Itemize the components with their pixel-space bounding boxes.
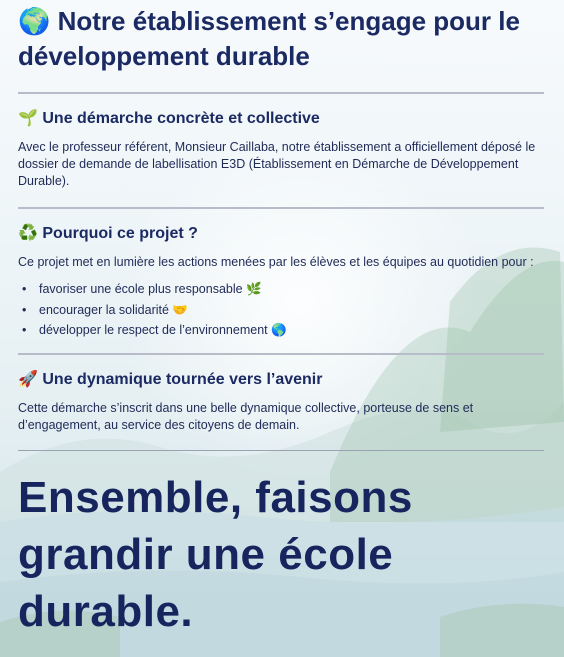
section-heading-text: Une dynamique tournée vers l’avenir xyxy=(42,370,323,388)
recycle-icon: ♻️ xyxy=(18,223,38,242)
page-title xyxy=(18,2,544,73)
divider xyxy=(18,353,544,355)
rocket-icon: 🚀 xyxy=(18,368,38,388)
list-item: • favoriser une école plus responsable 🌿 xyxy=(22,282,262,296)
closing-slogan xyxy=(18,469,544,640)
closing-line: durable. xyxy=(18,586,194,636)
list-item-text: favoriser une école plus responsable 🌿 xyxy=(39,282,262,296)
closing-line: grandir une école xyxy=(18,529,394,579)
divider xyxy=(18,450,544,451)
poster-content xyxy=(0,2,564,640)
section-heading-text: Pourquoi ce projet ? xyxy=(42,225,198,242)
divider xyxy=(18,207,544,209)
list-item-text: développer le respect de l’environnement 🌎 xyxy=(39,323,287,337)
list-item: • développer le respect de l’environnement 🌎 xyxy=(22,323,287,337)
divider xyxy=(18,92,544,94)
section-heading-text: Une démarche concrète et collective xyxy=(42,110,320,127)
section-heading-pourquoi xyxy=(18,223,544,244)
page-title-text: Notre établissement s’engage pour le développement durable xyxy=(18,6,520,71)
objectives-list xyxy=(22,279,544,341)
globe-icon: 🌍 xyxy=(18,7,51,37)
section-paragraph-demarche: Avec le professeur référent, Monsieur Caillaba, notre établissement a officiellement déposé le dossier de demande de labellisation E3D (Établissement en Démarche de Développement Durable). xyxy=(18,140,536,188)
section-paragraph-pourquoi: Ce projet met en lumière les actions menées par les élèves et les équipes au quotidien pour : xyxy=(18,255,534,269)
list-item: • encourager la solidarité 🤝 xyxy=(22,302,188,317)
closing-line: Ensemble, faisons xyxy=(18,472,413,522)
list-item-text: encourager la solidarité 🤝 xyxy=(39,302,188,317)
section-heading-avenir xyxy=(18,369,544,390)
section-heading-demarche xyxy=(18,108,544,129)
seedling-icon: 🌱 xyxy=(18,108,38,127)
section-paragraph-avenir: Cette démarche s’inscrit dans une belle dynamique collective, porteuse de sens et d’engagement, au service des citoyens de demain. xyxy=(18,400,474,432)
